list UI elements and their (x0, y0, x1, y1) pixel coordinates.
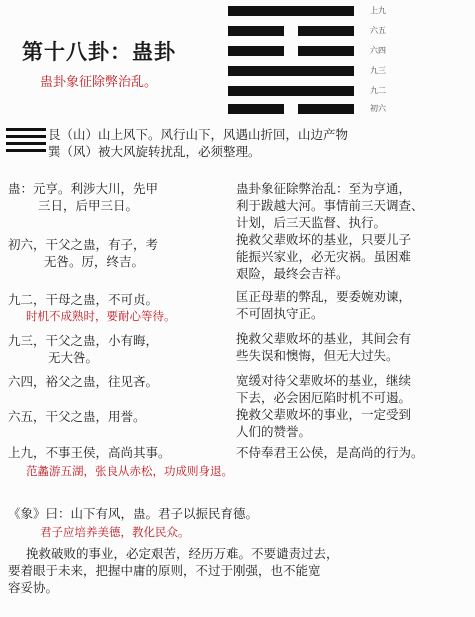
hexagram-line-5a (228, 26, 284, 36)
right-line: 宽缓对待父辈败坏的基业，继续 (236, 373, 412, 388)
right-line: 挽救父辈败坏的基业，只要儿子 (236, 232, 412, 247)
gua-ci-2: 三日，后甲三日。 (38, 198, 139, 213)
yao-er: 九二，干母之蛊，不可贞。 (8, 292, 159, 307)
trigram-xun: 巽（风）被大风旋转扰乱，必须整理。 (48, 144, 261, 159)
line-label: 九二 (370, 86, 386, 95)
hexagram-line-5b (298, 26, 354, 36)
right-line: 人们的赞誉。 (236, 424, 312, 439)
xiang-note: 君子应培养美德，教化民众。 (40, 525, 190, 539)
yao-chu-2: 无咎。厉，终吉。 (44, 254, 145, 269)
right-line: 挽救父辈败坏的事业，一定受到 (236, 407, 412, 422)
xiang-para: 挽救破败的事业，必定艰苦，经历万难。不要谴责过去， (26, 546, 339, 561)
hexagram-line-4a (228, 46, 284, 56)
yao-wu: 六五，干父之蛊，用誉。 (8, 409, 146, 424)
yao-si: 六四，裕父之蛊，往见吝。 (8, 374, 159, 389)
line-label: 六五 (370, 26, 386, 35)
line-label: 上九 (370, 6, 386, 15)
hexagram-line-4b (298, 46, 354, 56)
gua-ci-1: 蛊：元亨。利涉大川，先甲 (8, 181, 159, 196)
right-line: 下去，必会困厄陷时机不可遏。 (236, 390, 412, 405)
hexagram-line-3 (228, 66, 354, 76)
right-line: 艰险，最终会吉祥。 (236, 266, 349, 281)
right-line: 些失误和懊悔，但无大过失。 (236, 348, 399, 363)
yao-san-2: 无大咎。 (48, 350, 99, 365)
yao-chu-1: 初六，干父之蛊，有子，考 (8, 237, 159, 252)
yao-shang-note: 范蠡游五湖，张良从赤松，功成则身退。 (26, 464, 233, 478)
right-line: 蛊卦象征除弊治乱：至为亨通， (236, 181, 412, 196)
right-line: 利于跋越大河。事情前三天调查、 (236, 198, 424, 213)
page-title: 第十八卦：蛊卦 (22, 39, 176, 64)
right-line: 不可固执守正。 (236, 306, 324, 321)
right-line: 不侍奉君王公侯，是高尚的行为。 (236, 445, 424, 460)
yao-er-note: 时机不成熟时，要耐心等待。 (26, 309, 176, 323)
xiang-para: 容妥协。 (8, 580, 59, 595)
hexagram-line-2 (228, 86, 354, 96)
hexagram-line-top (228, 6, 354, 16)
right-line: 挽救父辈败坏的基业，其间会有 (236, 331, 412, 346)
trigram-gen: 艮（山）山上风下。风行山下，风遇山折回，山边产物 (48, 127, 349, 142)
xiang-line: 《象》曰：山下有风，蛊。君子以振民育德。 (8, 506, 259, 521)
right-line: 能振兴家业，必无灾祸。虽困难 (236, 249, 412, 264)
trigram-icon (6, 128, 46, 156)
right-line: 计划，后三天监督、执行。 (236, 215, 387, 230)
subtitle: 蛊卦象征除弊治乱。 (40, 75, 158, 90)
hexagram-line-1a (228, 104, 284, 114)
line-label: 六四 (370, 46, 386, 55)
yao-san-1: 九三，干父之蛊，小有晦， (8, 333, 159, 348)
hexagram-line-1b (298, 104, 354, 114)
line-label: 初六 (370, 104, 386, 113)
xiang-para: 要着眼于未来，把握中庸的原则，不过于刚强，也不能宽 (8, 563, 321, 578)
line-label: 九三 (370, 66, 386, 75)
yao-shang: 上九，不事王侯，高尚其事。 (8, 445, 171, 460)
right-line: 匡正母辈的弊乱，要委婉劝谏， (236, 289, 412, 304)
